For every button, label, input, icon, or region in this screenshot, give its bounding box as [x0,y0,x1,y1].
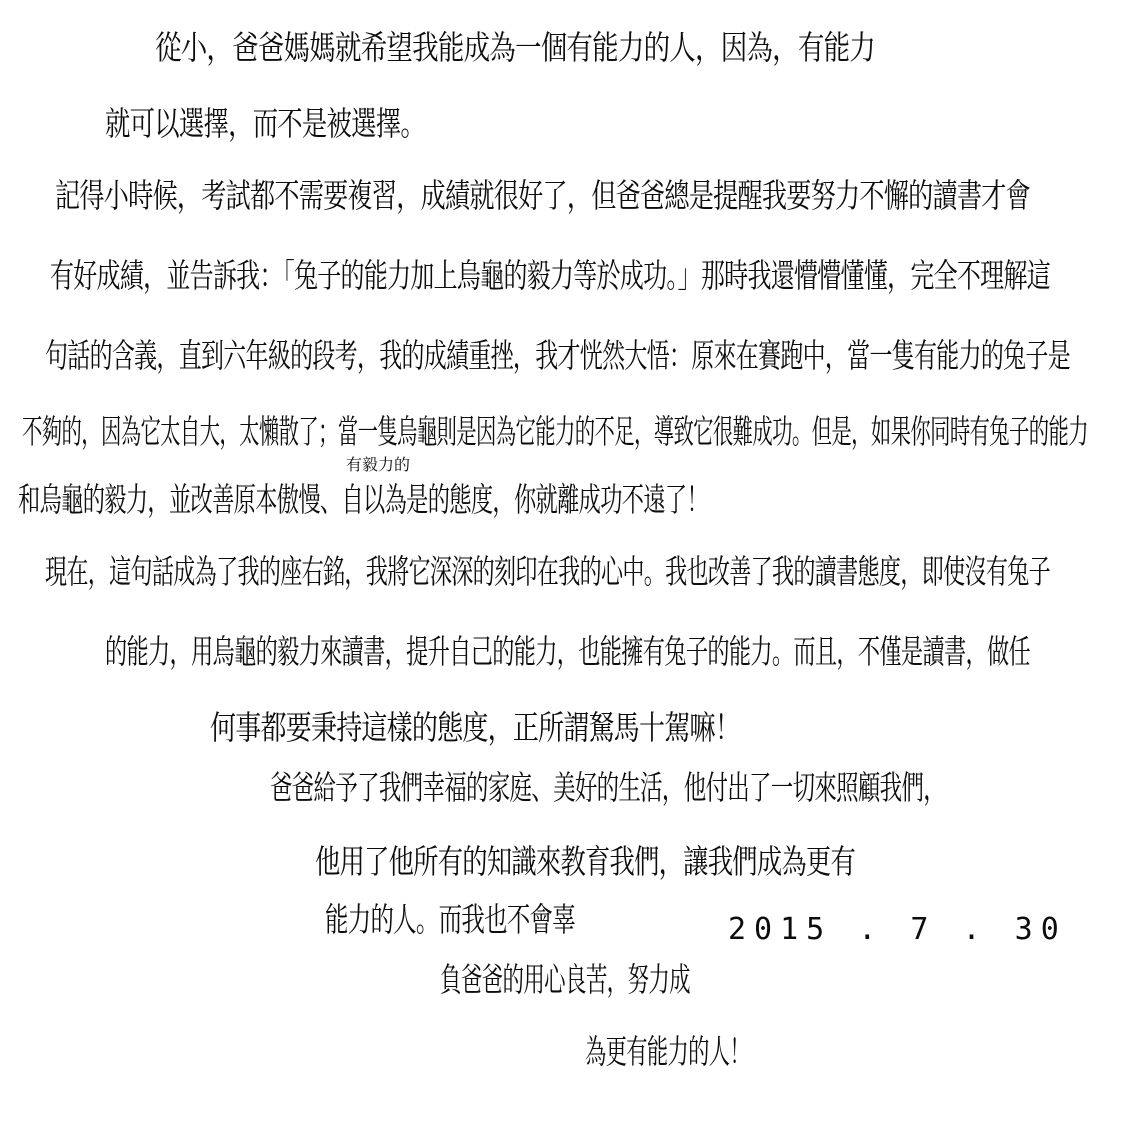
letter-line-11: 爸爸給予了我們幸福的家庭、美好的生活，他付出了一切來照顧我們， [270,768,945,807]
letter-line-3: 記得小時候，考試都不需要複習，成績就很好了，但爸爸總是提醒我要努力不懈的讀書才會 [55,176,1030,215]
letter-line-13: 能力的人。而我也不會辜 [325,900,575,939]
letter-line-7: 和烏龜的毅力，並改善原本傲慢、自以為是的態度，你就離成功不遠了！ [18,480,708,519]
letter-line-2: 就可以選擇，而不是被選擇。 [105,104,425,143]
letter-line-6: 不夠的，因為它太自大，太懶散了；當一隻烏龜則是因為它能力的不足，導致它很難成功。但是，如果你同時有兔子的能力 [22,412,1088,451]
letter-line-5: 句話的含義，直到六年級的段考，我的成績重挫，我才恍然大悟：原來在賽跑中，當一隻有能力的兔子是 [45,336,1070,375]
letter-date: 2015 . 7 . 30 [728,912,1067,947]
letter-line-10: 何事都要秉持這樣的態度，正所謂駑馬十駕嘛！ [210,708,740,747]
letter-line-8: 現在，這句話成為了我的座右銘，我將它深深的刻印在我的心中。我也改善了我的讀書態度，即使沒有兔子 [45,552,1050,591]
letter-line-1: 從小，爸爸媽媽就希望我能成為一個有能力的人，因為，有能力 [155,28,875,67]
letter-line-12: 他用了他所有的知識來教育我們，讓我們成為更有 [315,842,855,881]
inserted-annotation: 有毅力的 [346,455,411,474]
letter-line-4: 有好成績，並告訴我：「兔子的能力加上烏龜的毅力等於成功。」那時我還懵懵懂懂，完全不理解這 [50,256,1050,295]
letter-line-9: 的能力，用烏龜的毅力來讀書，提升自己的能力，也能擁有兔子的能力。而且，不僅是讀書，做任 [105,632,1030,671]
letter-line-14: 負爸爸的用心良苦，努力成 [440,960,690,999]
letter-line-15: 為更有能力的人！ [585,1032,750,1071]
